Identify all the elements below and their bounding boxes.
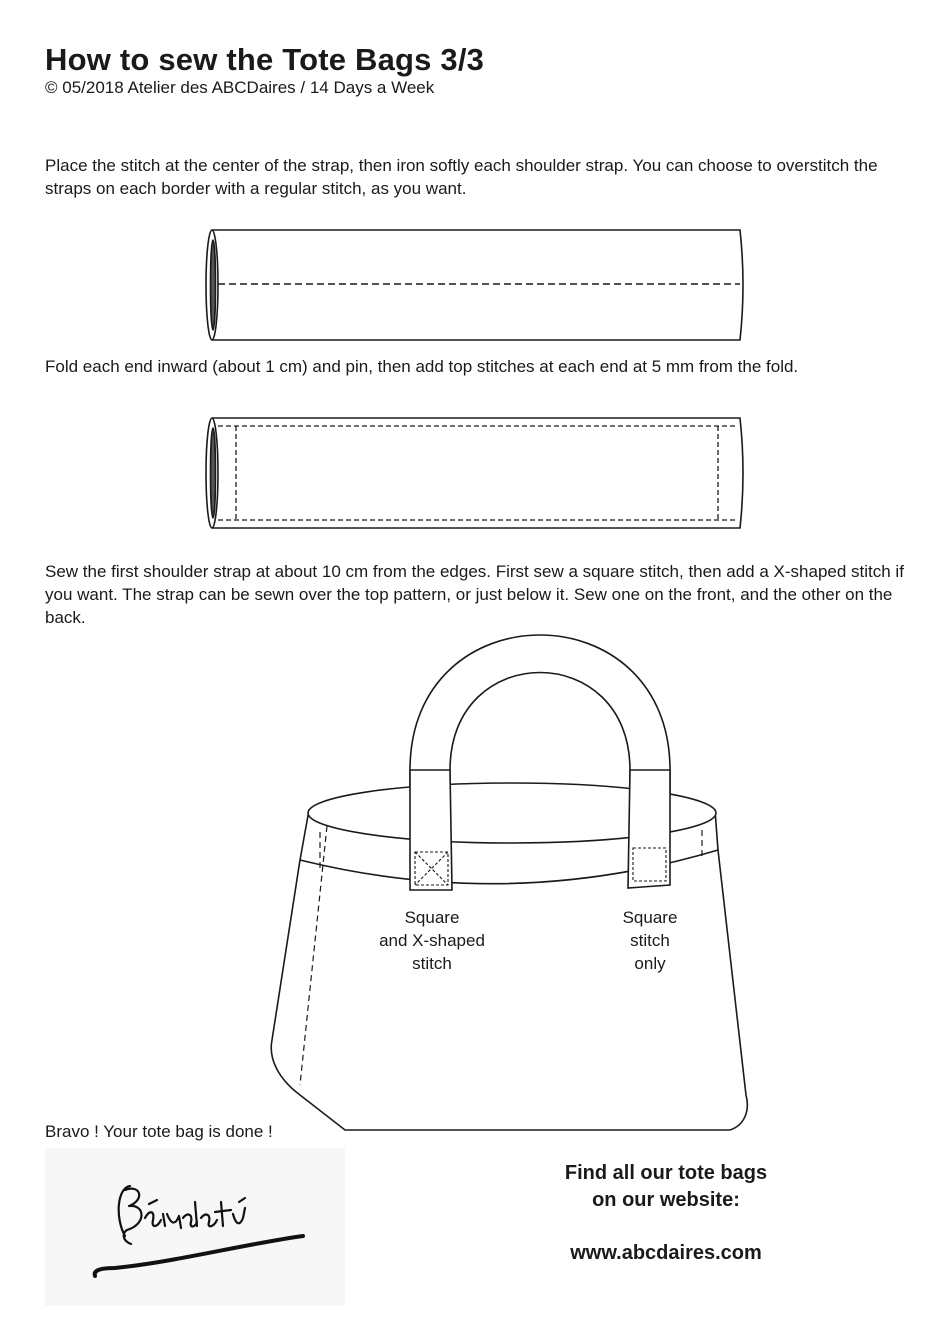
website-promo: Find all our tote bags on our website: [564, 1162, 768, 1211]
website-link[interactable]: www.abcdaires.com [570, 1242, 762, 1264]
label-square-x-stitch: Square and X-shaped stitch [379, 908, 485, 973]
handwritten-signature [45, 1148, 345, 1306]
page-title: How to sew the Tote Bags 3/3 [45, 42, 485, 77]
completion-message: Bravo ! Your tote bag is done ! [45, 1122, 273, 1141]
copyright-line: © 05/2018 Atelier des ABCDaires / 14 Days a Week [45, 78, 435, 97]
step-1-text: Place the stitch at the center of the strap, then iron softly each shoulder strap. You can choose to overstitch the straps on each border with a regular stitch, as you want. [45, 156, 878, 198]
step-3-text: Sew the first shoulder strap at about 10 cm from the edges. First sew a square stitch, then add a X-shaped stitch if you want. The strap can be sewn over the top pattern, or just below it. Sew one on the front, and the other on the back. [45, 562, 904, 627]
label-square-stitch-only: Square stitch only [622, 908, 678, 973]
left-strap-end [410, 770, 452, 890]
right-strap-end [628, 770, 670, 888]
step-2-text: Fold each end inward (about 1 cm) and pin, then add top stitches at each end at 5 mm from the fold. [45, 357, 799, 376]
